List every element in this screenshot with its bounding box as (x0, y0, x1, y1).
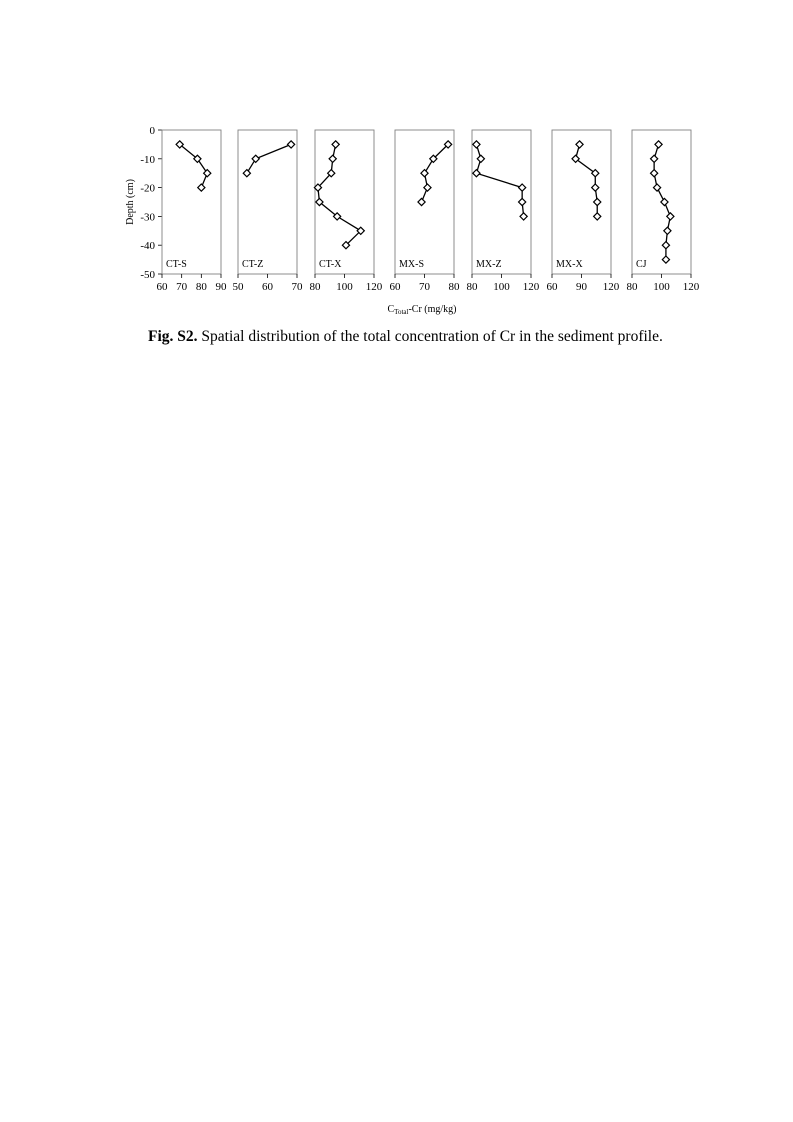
data-point (288, 141, 295, 148)
panel-mx-s (390, 130, 461, 293)
y-tick-label: 0 (149, 125, 155, 137)
data-point (592, 184, 599, 191)
data-point (243, 170, 250, 177)
x-tick-label: 50 (232, 281, 244, 293)
x-tick-label: 80 (626, 281, 638, 293)
series-line (318, 144, 361, 245)
panel-mx-x (547, 130, 620, 293)
data-point (662, 242, 669, 249)
panel-ct-s (157, 130, 228, 293)
x-tick-label: 120 (522, 281, 540, 293)
figure-caption (148, 328, 768, 346)
series-line (476, 144, 523, 216)
x-tick-label: 80 (309, 281, 321, 293)
x-tick-label: 90 (215, 281, 227, 293)
data-point (204, 170, 211, 177)
data-point (473, 141, 480, 148)
data-point (252, 155, 259, 162)
data-point (667, 213, 674, 220)
panels-group (157, 130, 700, 293)
x-tick-label: 120 (682, 281, 700, 293)
data-point (651, 170, 658, 177)
x-tick-label: 120 (365, 281, 383, 293)
data-point (519, 184, 526, 191)
data-point (664, 227, 671, 234)
panel-label: CT-Z (242, 259, 264, 270)
series-line (576, 144, 598, 216)
x-tick-label: 70 (176, 281, 188, 293)
y-tick-label: -30 (140, 211, 155, 224)
data-point (661, 198, 668, 205)
x-tick-label: 70 (419, 281, 430, 293)
data-point (424, 184, 431, 191)
caption-label: Fig. S2. (148, 328, 198, 345)
data-point (653, 184, 660, 191)
x-tick-label: 100 (653, 281, 670, 293)
panel-label: MX-Z (476, 259, 502, 270)
caption-text: Spatial distribution of the total concentration of Cr in the sediment profile. (197, 328, 663, 345)
x-tick-label: 60 (156, 281, 168, 293)
panel-frame (552, 130, 611, 274)
x-axis-title (387, 304, 456, 316)
x-axis-title-subscript: Total (394, 308, 409, 316)
x-tick-label: 80 (448, 281, 460, 293)
x-tick-label: 80 (466, 281, 478, 293)
y-tick-label: -20 (140, 182, 155, 195)
y-axis-title: Depth (cm) (125, 179, 136, 225)
x-tick-label: 100 (336, 281, 353, 293)
y-tick-label: -40 (140, 240, 155, 253)
panel-mx-z (467, 130, 540, 293)
panel-cj (627, 130, 700, 293)
data-point (198, 184, 205, 191)
data-point (576, 141, 583, 148)
data-point (477, 155, 484, 162)
data-point (594, 213, 601, 220)
y-axis (140, 125, 162, 281)
panel-label: CJ (636, 259, 647, 270)
data-point (332, 141, 339, 148)
data-point (473, 170, 480, 177)
panel-frame (162, 130, 221, 274)
panel-label: CT-S (166, 259, 187, 270)
panel-ct-z (233, 130, 304, 293)
panel-frame (238, 130, 297, 274)
x-tick-label: 60 (389, 281, 401, 293)
y-tick-label: -50 (140, 269, 155, 281)
x-tick-label: 100 (493, 281, 510, 293)
x-axis-title-base: C (387, 304, 395, 315)
x-tick-label: 120 (602, 281, 620, 293)
data-point (662, 256, 669, 263)
sediment-profile-figure (0, 0, 793, 320)
data-point (421, 170, 428, 177)
panel-label: CT-X (319, 259, 342, 270)
data-point (651, 155, 658, 162)
x-tick-label: 80 (195, 281, 207, 293)
panel-label: MX-X (556, 259, 583, 270)
x-tick-label: 70 (291, 281, 303, 293)
data-point (329, 155, 336, 162)
data-point (519, 198, 526, 205)
data-point (594, 198, 601, 205)
x-axis-title-rest: -Cr (mg/kg) (408, 304, 457, 315)
data-point (418, 198, 425, 205)
data-point (520, 213, 527, 220)
x-tick-label: 90 (576, 281, 587, 293)
series-line (180, 144, 208, 187)
x-tick-label: 60 (546, 281, 558, 293)
panel-ct-x (310, 130, 383, 293)
data-point (655, 141, 662, 148)
panel-label: MX-S (399, 259, 425, 270)
x-tick-label: 60 (262, 281, 273, 293)
y-tick-label: -10 (140, 153, 155, 166)
